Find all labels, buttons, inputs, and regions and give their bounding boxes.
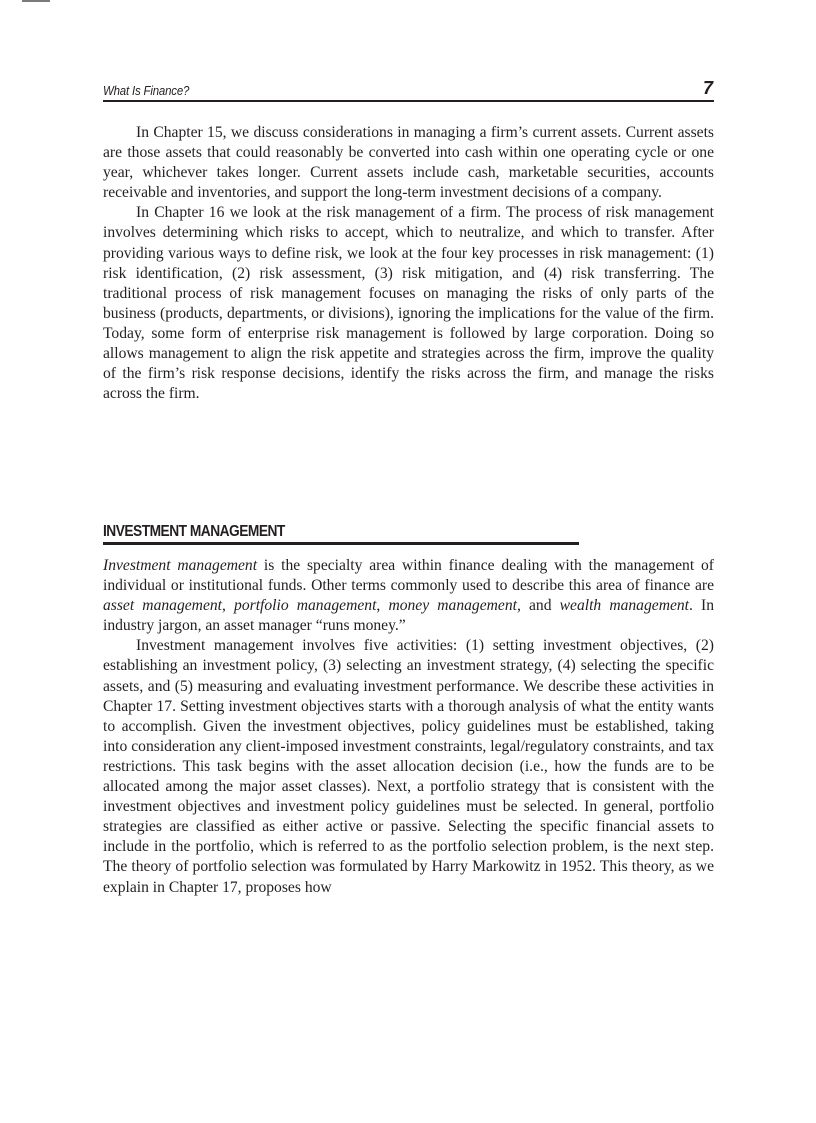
section-body-intro (103, 123, 714, 404)
paragraph-current-assets: In Chapter 15, we discuss considerations in managing a firm’s current assets. Current assets are those assets that could reasonably be converted into cash within one operating cycle or one year, whichever takes longer. Current assets include cash, marketable securities, accounts receivable and inventories, and support the long-term investment decisions of a company. (103, 124, 714, 202)
term-portfolio-management: portfolio management (234, 597, 377, 615)
paragraph-text: and (520, 597, 560, 615)
paragraph-text: , (376, 597, 389, 615)
running-head (103, 78, 714, 102)
section-heading (103, 520, 579, 545)
paragraph-text: , (222, 597, 235, 615)
term-asset-management: asset management (103, 597, 222, 615)
term-money-management: money management, (388, 597, 521, 615)
paragraph-risk-management: In Chapter 16 we look at the risk management of a firm. The process of risk management involves determining which risks to accept, which to neutralize, and which to transfer. After providing various ways to define risk, we look at the four key processes in risk management: (1) risk identification, (2) risk assessment, (3) risk mitigation, and (4) risk transferring. The traditional process of risk management focuses on managing the risks of only parts of the business (products, departments, or divisions), ignoring the implications for the value of the firm. Today, some form of enterprise risk management is followed by large corporation. Doing so allows management to align the risk appetite and strategies across the firm, improve the quality of the firm’s risk response decisions, identify the risks across the firm, and manage the risks across the firm. (103, 204, 714, 403)
paragraph-text: . In industry jargon, an asset manager “runs money.” (103, 597, 715, 635)
running-head-title: What Is Finance? (103, 83, 190, 98)
section-heading-text: INVESTMENT MANAGEMENT (103, 523, 285, 540)
page-number: 7 (702, 78, 713, 98)
paragraph-five-activities: Investment management involves five activities: (1) setting investment objectives, (2) establishing an investment policy, (3) selecting an investment strategy, (4) selecting the specific assets, and (5) measuring and evaluating investment performance. We describe these activities in Chapter 17. Setting investment objectives starts with a thorough analysis of what the entity wants to accomplish. Given the investment objectives, policy guidelines must be established, taking into consideration any client-imposed investment constraints, legal/regulatory constraints, and tax restrictions. This task begins with the asset allocation decision (i.e., how the funds are to be allocated among the major asset classes). Next, a portfolio strategy that is consistent with the investment objectives and investment policy guidelines must be selected. In general, portfolio strategies are classified as either active or passive. Selecting the specific financial assets to include in the portfolio, which is referred to as the portfolio selection problem, is the next step. The theory of portfolio selection was formulated by Harry Markowitz in 1952. This theory, as we explain in Chapter 17, proposes how (103, 637, 714, 896)
term-wealth-management: wealth management (559, 597, 690, 615)
term-investment-management: Investment management (103, 557, 258, 574)
paragraph-investment-definition (103, 556, 714, 636)
section-body-investment-management (103, 556, 714, 898)
paragraph-text: is the specialty area within finance dealing with the management of individual or institutional funds. Other terms commonly used to describe this area of finance are (103, 557, 714, 595)
crop-mark (22, 0, 50, 2)
